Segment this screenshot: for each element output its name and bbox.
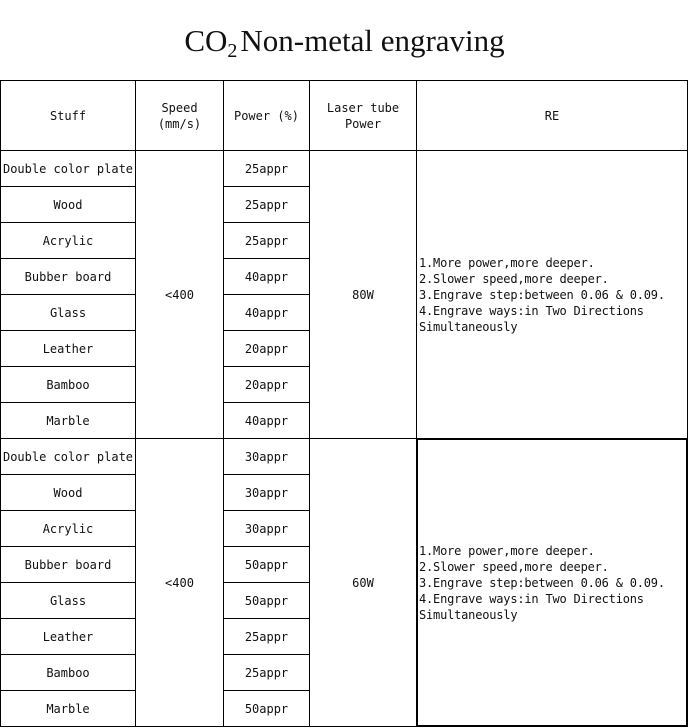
stuff-cell: Double color plate [1,439,136,475]
stuff-cell: Wood [1,187,136,223]
header-speed: Speed (mm/s) [136,81,224,151]
power-cell: 25appr [224,151,310,187]
stuff-cell: Bamboo [1,367,136,403]
speed-cell: <400 [136,439,224,727]
power-cell: 20appr [224,331,310,367]
stuff-cell: Leather [1,331,136,367]
power-cell: 40appr [224,259,310,295]
power-cell: 40appr [224,295,310,331]
stuff-cell: Bubber board [1,547,136,583]
power-cell: 50appr [224,583,310,619]
laser-power-cell: 80W [310,151,417,439]
stuff-cell: Bubber board [1,259,136,295]
stuff-cell: Glass [1,295,136,331]
laser-power-cell: 60W [310,439,417,727]
stuff-cell: Marble [1,691,136,727]
stuff-cell: Wood [1,475,136,511]
header-re: RE [417,81,688,151]
stuff-cell: Marble [1,403,136,439]
stuff-cell: Leather [1,619,136,655]
power-cell: 30appr [224,511,310,547]
remarks-cell: 1.More power,more deeper. 2.Slower speed,more deeper. 3.Engrave step:between 0.06 & 0.09. 4.Engrave ways:in Two Directions Simultaneously [417,439,688,727]
power-cell: 30appr [224,475,310,511]
header-row [1,81,688,151]
table-row [1,151,688,187]
power-cell: 20appr [224,367,310,403]
title-rest: Non-metal engraving [240,23,505,58]
stuff-cell: Glass [1,583,136,619]
title-co: CO [184,23,228,58]
stuff-cell: Bamboo [1,655,136,691]
header-stuff: Stuff [1,81,136,151]
speed-cell: <400 [136,151,224,439]
power-cell: 25appr [224,223,310,259]
power-cell: 30appr [224,439,310,475]
power-cell: 50appr [224,547,310,583]
header-power: Power (%) [224,81,310,151]
engraving-table [0,80,688,727]
stuff-cell: Acrylic [1,511,136,547]
page-title [0,18,689,64]
table-row [1,439,688,475]
title-subscript: 2 [227,40,238,62]
header-laser-tube-power: Laser tube Power [310,81,417,151]
power-cell: 25appr [224,619,310,655]
power-cell: 25appr [224,187,310,223]
remarks-cell: 1.More power,more deeper. 2.Slower speed,more deeper. 3.Engrave step:between 0.06 & 0.09. 4.Engrave ways:in Two Directions Simultaneously [417,151,688,439]
stuff-cell: Double color plate [1,151,136,187]
stuff-cell: Acrylic [1,223,136,259]
power-cell: 40appr [224,403,310,439]
power-cell: 25appr [224,655,310,691]
power-cell: 50appr [224,691,310,727]
